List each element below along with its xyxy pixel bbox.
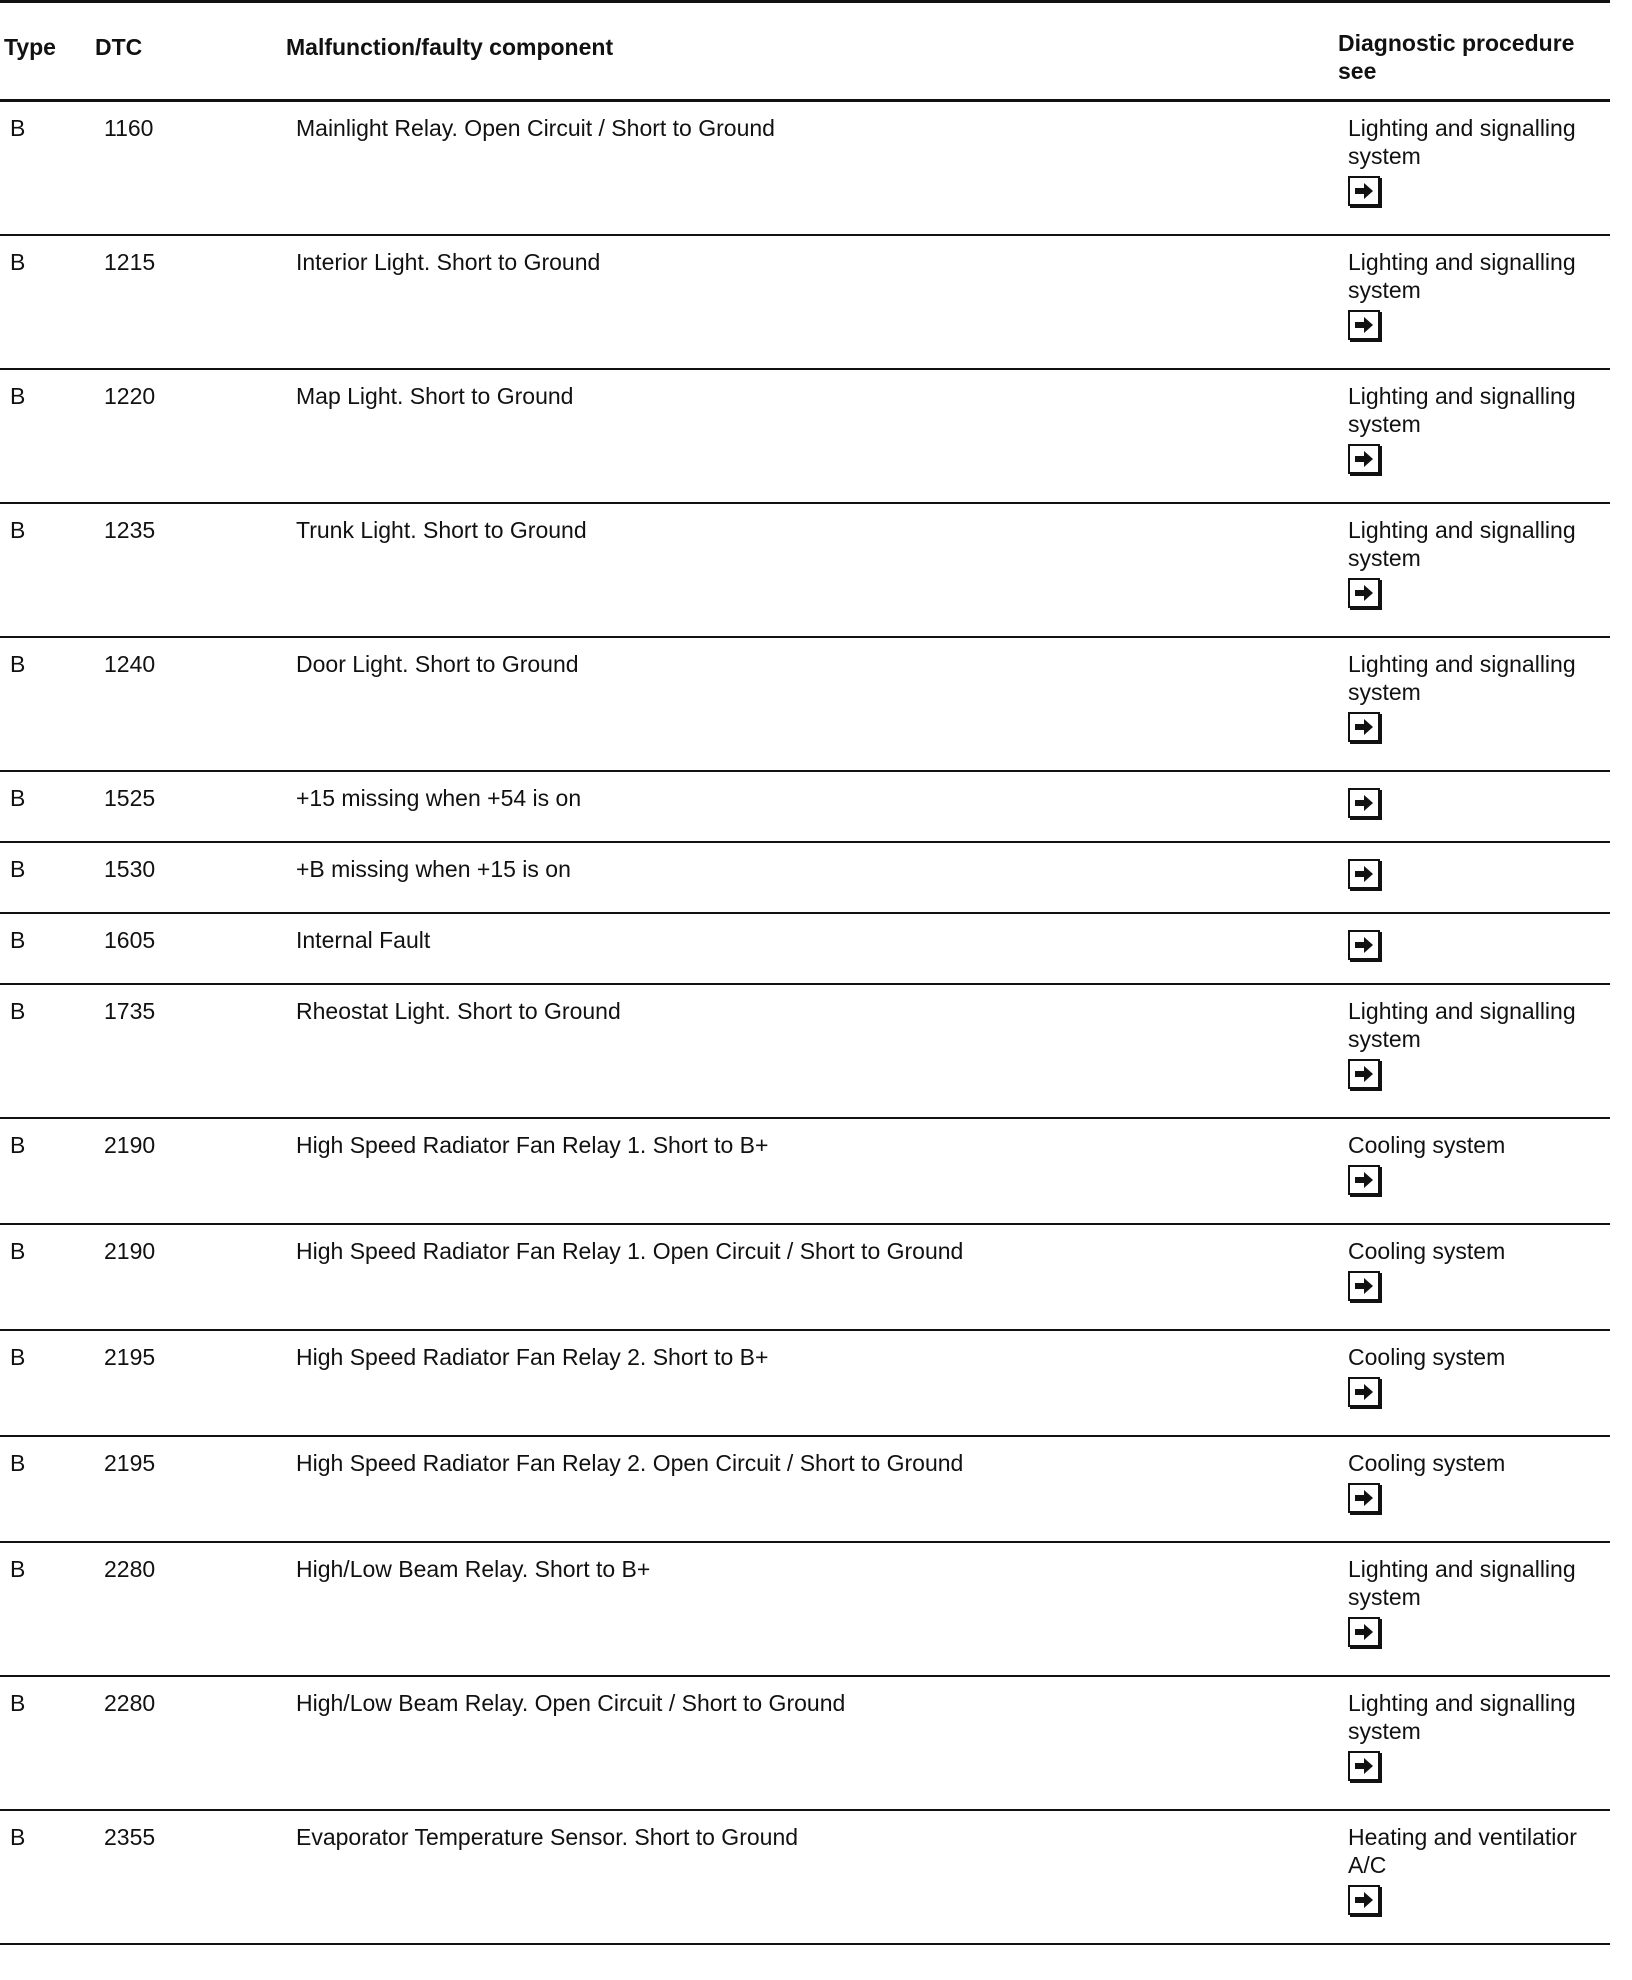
cell-type: B: [10, 927, 26, 953]
cell-malfunction: High Speed Radiator Fan Relay 2. Short to B+: [296, 1344, 769, 1370]
cell-malfunction: Trunk Light. Short to Ground: [296, 517, 587, 543]
cell-diagnostic-line1: Lighting and signalling: [1348, 1556, 1576, 1582]
cell-dtc: 2195: [104, 1450, 156, 1476]
table-row: [0, 1225, 1610, 1331]
arrow-right-icon[interactable]: [1348, 1059, 1380, 1089]
cell-malfunction: Mainlight Relay. Open Circuit / Short to Ground: [296, 115, 775, 141]
cell-malfunction: +B missing when +15 is on: [296, 856, 571, 882]
cell-dtc: 1240: [104, 651, 156, 677]
table-row: [0, 1119, 1610, 1225]
arrow-right-icon[interactable]: [1348, 859, 1380, 889]
cell-diagnostic: [1348, 1823, 1610, 1879]
cell-diagnostic-line2: A/C: [1348, 1852, 1387, 1878]
cell-dtc: 2355: [104, 1824, 156, 1850]
arrow-right-icon[interactable]: [1348, 712, 1380, 742]
cell-type: B: [10, 115, 26, 141]
cell-malfunction: High/Low Beam Relay. Open Circuit / Short to Ground: [296, 1690, 846, 1716]
cell-malfunction: High Speed Radiator Fan Relay 1. Open Circuit / Short to Ground: [296, 1238, 964, 1264]
table-header: [0, 0, 1610, 102]
cell-diagnostic: [1348, 382, 1610, 438]
cell-diagnostic: [1348, 1449, 1610, 1477]
table-row: [0, 236, 1610, 370]
cell-dtc: 1215: [104, 249, 156, 275]
cell-type: B: [10, 1132, 26, 1158]
cell-diagnostic: [1348, 516, 1610, 572]
cell-type: B: [10, 517, 26, 543]
arrow-right-icon[interactable]: [1348, 1885, 1380, 1915]
cell-dtc: 1525: [104, 785, 156, 811]
cell-malfunction: High Speed Radiator Fan Relay 2. Open Circuit / Short to Ground: [296, 1450, 964, 1476]
cell-malfunction: Interior Light. Short to Ground: [296, 249, 601, 275]
arrow-right-icon[interactable]: [1348, 444, 1380, 474]
cell-type: B: [10, 1450, 26, 1476]
cell-diagnostic-line1: Heating and ventilatior: [1348, 1824, 1577, 1850]
cell-dtc: 2280: [104, 1556, 156, 1582]
cell-malfunction: Evaporator Temperature Sensor. Short to Ground: [296, 1824, 799, 1850]
cell-diagnostic-line1: Cooling system: [1348, 1344, 1506, 1370]
table-row: [0, 638, 1610, 772]
cell-diagnostic-line1: Lighting and signalling: [1348, 517, 1576, 543]
cell-dtc: 2190: [104, 1132, 156, 1158]
table-row: [0, 102, 1610, 236]
arrow-right-icon[interactable]: [1348, 578, 1380, 608]
cell-type: B: [10, 785, 26, 811]
header-malfunction: Malfunction/faulty component: [286, 34, 614, 60]
table-row: [0, 1543, 1610, 1677]
header-diagnostic-line2: see: [1338, 58, 1377, 84]
cell-malfunction: Map Light. Short to Ground: [296, 383, 574, 409]
cell-dtc: 2190: [104, 1238, 156, 1264]
cell-diagnostic-line2: system: [1348, 1026, 1421, 1052]
cell-type: B: [10, 1344, 26, 1370]
cell-diagnostic-line2: system: [1348, 277, 1421, 303]
table-row: [0, 1677, 1610, 1811]
cell-dtc: 1735: [104, 998, 156, 1024]
cell-dtc: 1605: [104, 927, 156, 953]
cell-diagnostic-line1: Cooling system: [1348, 1450, 1506, 1476]
cell-dtc: 1530: [104, 856, 156, 882]
cell-diagnostic-line2: system: [1348, 679, 1421, 705]
cell-diagnostic-line1: Lighting and signalling: [1348, 249, 1576, 275]
cell-malfunction: Door Light. Short to Ground: [296, 651, 579, 677]
cell-diagnostic-line1: Cooling system: [1348, 1132, 1506, 1158]
cell-diagnostic-line2: system: [1348, 1718, 1421, 1744]
cell-diagnostic-line2: system: [1348, 411, 1421, 437]
cell-malfunction: Rheostat Light. Short to Ground: [296, 998, 621, 1024]
table-row: [0, 1331, 1610, 1437]
cell-type: B: [10, 1824, 26, 1850]
cell-diagnostic-line1: Lighting and signalling: [1348, 383, 1576, 409]
cell-diagnostic: [1348, 114, 1610, 170]
cell-malfunction: High Speed Radiator Fan Relay 1. Short to B+: [296, 1132, 769, 1158]
cell-type: B: [10, 1238, 26, 1264]
header-diagnostic: [1338, 29, 1608, 85]
cell-diagnostic-line2: system: [1348, 143, 1421, 169]
table-row: [0, 772, 1610, 843]
cell-diagnostic: [1348, 1131, 1610, 1159]
table-row: [0, 985, 1610, 1119]
cell-diagnostic-line1: Lighting and signalling: [1348, 115, 1576, 141]
arrow-right-icon[interactable]: [1348, 176, 1380, 206]
arrow-right-icon[interactable]: [1348, 1483, 1380, 1513]
cell-malfunction: High/Low Beam Relay. Short to B+: [296, 1556, 651, 1582]
cell-diagnostic-line1: Lighting and signalling: [1348, 651, 1576, 677]
arrow-right-icon[interactable]: [1348, 310, 1380, 340]
cell-diagnostic: [1348, 1343, 1610, 1371]
table-row: [0, 843, 1610, 914]
cell-type: B: [10, 383, 26, 409]
cell-diagnostic: [1348, 650, 1610, 706]
cell-diagnostic-line1: Lighting and signalling: [1348, 1690, 1576, 1716]
cell-type: B: [10, 651, 26, 677]
cell-dtc: 2280: [104, 1690, 156, 1716]
cell-diagnostic-line2: system: [1348, 545, 1421, 571]
table-row: [0, 504, 1610, 638]
cell-diagnostic-line2: system: [1348, 1584, 1421, 1610]
cell-dtc: 1220: [104, 383, 156, 409]
cell-malfunction: +15 missing when +54 is on: [296, 785, 582, 811]
arrow-right-icon[interactable]: [1348, 1617, 1380, 1647]
header-type: Type: [4, 34, 56, 60]
cell-dtc: 2195: [104, 1344, 156, 1370]
cell-diagnostic: [1348, 248, 1610, 304]
cell-type: B: [10, 249, 26, 275]
cell-diagnostic-line1: Cooling system: [1348, 1238, 1506, 1264]
arrow-right-icon[interactable]: [1348, 1751, 1380, 1781]
cell-diagnostic-line1: Lighting and signalling: [1348, 998, 1576, 1024]
arrow-right-icon[interactable]: [1348, 788, 1380, 818]
cell-type: B: [10, 1690, 26, 1716]
table-row: [0, 914, 1610, 985]
table-row: [0, 1437, 1610, 1543]
arrow-right-icon[interactable]: [1348, 1271, 1380, 1301]
cell-malfunction: Internal Fault: [296, 927, 431, 953]
cell-diagnostic: [1348, 997, 1610, 1053]
cell-dtc: 1160: [104, 115, 154, 141]
cell-type: B: [10, 856, 26, 882]
arrow-right-icon[interactable]: [1348, 1165, 1380, 1195]
header-dtc: DTC: [95, 34, 143, 60]
cell-type: B: [10, 1556, 26, 1582]
cell-type: B: [10, 998, 26, 1024]
cell-diagnostic: [1348, 1237, 1610, 1265]
cell-dtc: 1235: [104, 517, 156, 543]
table-row: [0, 1811, 1610, 1945]
arrow-right-icon[interactable]: [1348, 930, 1380, 960]
cell-diagnostic: [1348, 1555, 1610, 1611]
cell-diagnostic: [1348, 1689, 1610, 1745]
table-row: [0, 370, 1610, 504]
arrow-right-icon[interactable]: [1348, 1377, 1380, 1407]
header-diagnostic-line1: Diagnostic procedure: [1338, 30, 1575, 56]
